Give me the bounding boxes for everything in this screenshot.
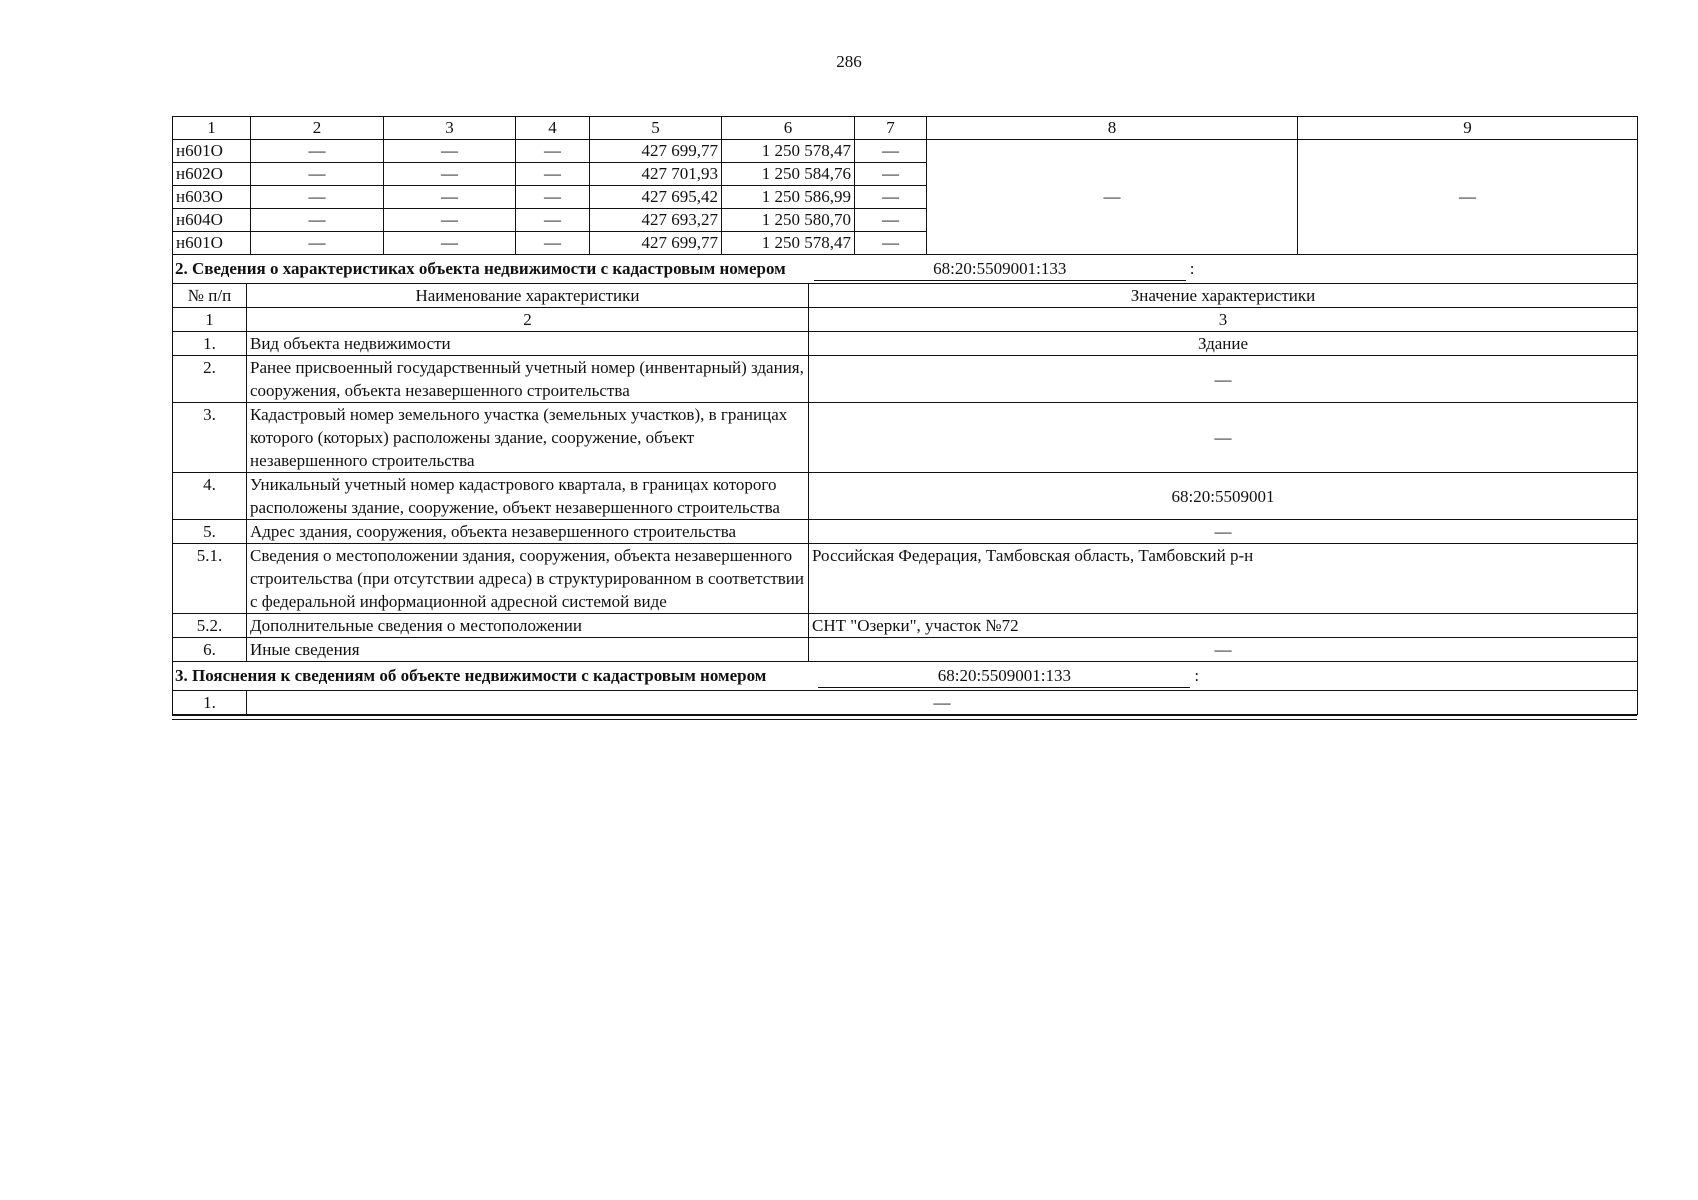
table-row <box>173 614 1638 638</box>
characteristic-value: СНТ "Озерки", участок №72 <box>809 614 1638 638</box>
section2-title: 2. Сведения о характеристиках объекта недвижимости с кадастровым номером <box>175 259 786 278</box>
characteristic-name: Иные сведения <box>247 638 809 662</box>
table-cell: — <box>384 140 516 163</box>
characteristic-name: Кадастровый номер земельного участка (земельных участков), в границах которого (которых) расположены здание, сооружение, объект незавершенного строительства <box>247 403 809 473</box>
characteristic-value: Российская Федерация, Тамбовская область, Тамбовский р-н <box>809 544 1638 614</box>
characteristic-value: — <box>809 403 1638 473</box>
row-number: 1. <box>173 332 247 356</box>
table-cell: — <box>384 232 516 255</box>
coord-x: 427 693,27 <box>590 209 722 232</box>
col-number: 1 <box>173 308 247 332</box>
point-name: н601O <box>173 232 251 255</box>
col-header: 5 <box>590 117 722 140</box>
row-number: 1. <box>173 691 247 715</box>
table-row <box>173 356 1638 403</box>
table-cell: — <box>384 163 516 186</box>
table-cell: — <box>516 232 590 255</box>
table-cell: — <box>384 209 516 232</box>
col-header: 1 <box>173 117 251 140</box>
col-header: 3 <box>384 117 516 140</box>
row-number: 5.2. <box>173 614 247 638</box>
col8-merged-cell: — <box>927 140 1298 255</box>
table-cell: — <box>251 232 384 255</box>
coord-x: 427 699,77 <box>590 140 722 163</box>
table-cell: — <box>855 140 927 163</box>
coord-y: 1 250 578,47 <box>722 140 855 163</box>
characteristics-table <box>172 255 1638 715</box>
characteristics-header-row <box>173 284 1638 308</box>
table-cell: — <box>855 232 927 255</box>
row-number: 2. <box>173 356 247 403</box>
characteristic-name: Уникальный учетный номер кадастрового квартала, в границах которого расположены здание, сооружение, объект незавершенного строительства <box>247 473 809 520</box>
table-cell: — <box>516 209 590 232</box>
characteristic-name: Сведения о местоположении здания, сооружения, объекта незавершенного строительства (при отсутствии адреса) в структурированном в соответствии с федеральной информационной адресной системой виде <box>247 544 809 614</box>
table-cell: — <box>516 163 590 186</box>
table-row <box>173 691 1638 715</box>
table-cell: — <box>251 209 384 232</box>
coord-x: 427 695,42 <box>590 186 722 209</box>
row-number: 5. <box>173 520 247 544</box>
point-name: н604O <box>173 209 251 232</box>
section2-title-row <box>173 255 1638 284</box>
table-cell: — <box>855 209 927 232</box>
characteristic-value: Здание <box>809 332 1638 356</box>
col9-merged-cell: — <box>1298 140 1638 255</box>
table-row <box>173 332 1638 356</box>
coord-x: 427 699,77 <box>590 232 722 255</box>
table-row <box>173 544 1638 614</box>
section2-cadastral-number: 68:20:5509001:133 <box>814 258 1186 281</box>
col-number: 2 <box>247 308 809 332</box>
point-name: н603O <box>173 186 251 209</box>
coord-y: 1 250 578,47 <box>722 232 855 255</box>
col-header: 9 <box>1298 117 1638 140</box>
table-cell: — <box>855 186 927 209</box>
row-number: 4. <box>173 473 247 520</box>
table-cell: — <box>251 163 384 186</box>
table-cell: — <box>516 140 590 163</box>
table-row <box>173 403 1638 473</box>
table-row <box>173 140 1638 163</box>
col-header-value: Значение характеристики <box>809 284 1638 308</box>
characteristic-name: Дополнительные сведения о местоположении <box>247 614 809 638</box>
characteristic-value: — <box>809 356 1638 403</box>
coord-y: 1 250 580,70 <box>722 209 855 232</box>
section3-cadastral-number: 68:20:5509001:133 <box>818 665 1190 688</box>
page-number: 286 <box>836 52 862 71</box>
characteristics-numbering-row <box>173 308 1638 332</box>
table-cell: — <box>384 186 516 209</box>
characteristic-value: 68:20:5509001 <box>809 473 1638 520</box>
point-name: н602O <box>173 163 251 186</box>
col-header: 2 <box>251 117 384 140</box>
table-row <box>173 638 1638 662</box>
col-header: 4 <box>516 117 590 140</box>
col-header-number: № п/п <box>173 284 247 308</box>
col-header: 8 <box>927 117 1298 140</box>
section3-title-row <box>173 662 1638 691</box>
section2-colon: : <box>1189 259 1195 278</box>
characteristic-name: Адрес здания, сооружения, объекта незавершенного строительства <box>247 520 809 544</box>
coordinates-table <box>172 116 1638 255</box>
section3-title: 3. Пояснения к сведениям об объекте недвижимости с кадастровым номером <box>175 666 767 685</box>
table-cell: — <box>855 163 927 186</box>
table-cell: — <box>251 186 384 209</box>
coord-y: 1 250 584,76 <box>722 163 855 186</box>
row-number: 5.1. <box>173 544 247 614</box>
row-number: 3. <box>173 403 247 473</box>
col-number: 3 <box>809 308 1638 332</box>
characteristic-name: Вид объекта недвижимости <box>247 332 809 356</box>
col-header: 6 <box>722 117 855 140</box>
table-row <box>173 473 1638 520</box>
section3-colon: : <box>1194 666 1200 685</box>
table-bottom-rule <box>172 715 1637 720</box>
coordinates-header-row <box>173 117 1638 140</box>
table-cell: — <box>516 186 590 209</box>
characteristic-value: — <box>809 520 1638 544</box>
characteristic-name: Ранее присвоенный государственный учетный номер (инвентарный) здания, сооружения, объекта незавершенного строительства <box>247 356 809 403</box>
coord-y: 1 250 586,99 <box>722 186 855 209</box>
cadastral-document <box>172 116 1637 720</box>
col-header-name: Наименование характеристики <box>247 284 809 308</box>
table-cell: — <box>251 140 384 163</box>
point-name: н601O <box>173 140 251 163</box>
characteristic-value: — <box>809 638 1638 662</box>
row-number: 6. <box>173 638 247 662</box>
table-row <box>173 520 1638 544</box>
coord-x: 427 701,93 <box>590 163 722 186</box>
explanation-value: — <box>247 691 1638 715</box>
col-header: 7 <box>855 117 927 140</box>
